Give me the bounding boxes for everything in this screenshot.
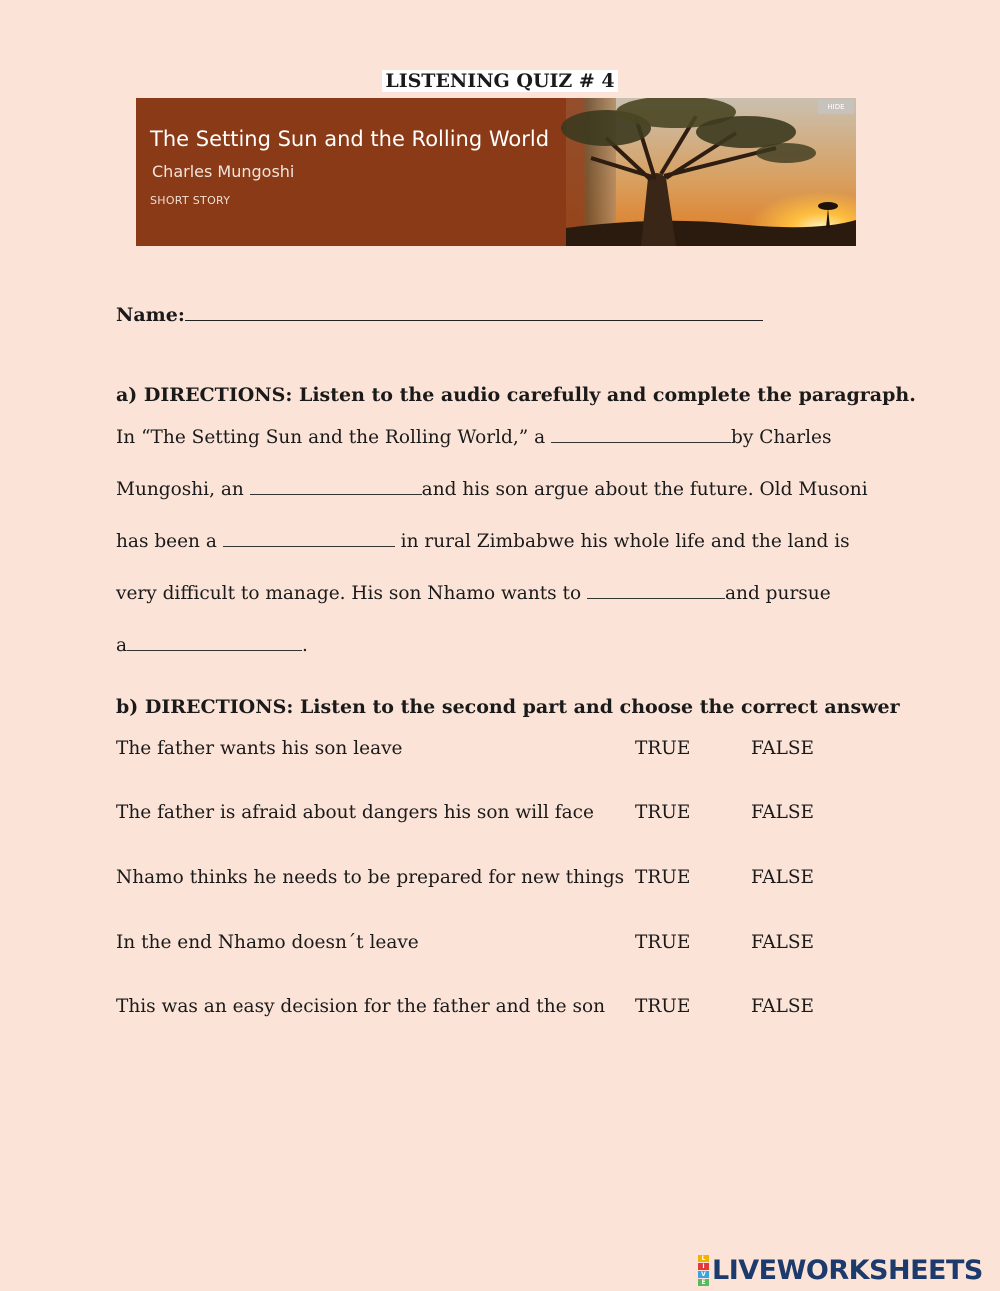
story-author: Charles Mungoshi [152,162,295,181]
false-option[interactable]: FALSE [751,802,815,823]
hide-button[interactable]: HIDE [818,100,854,114]
true-option[interactable]: TRUE [635,932,691,953]
false-option[interactable]: FALSE [751,996,815,1017]
story-title: The Setting Sun and the Rolling World [150,127,550,151]
true-option[interactable]: TRUE [635,802,691,823]
page-title [0,70,1000,92]
line-text: and his son argue about the future. Old Musoni [421,479,868,500]
story-banner [136,98,856,246]
true-false-row [116,738,876,764]
statement-text: Nhamo thinks he needs to be prepared for new things [116,867,625,888]
statement-text: This was an easy decision for the father and the son [116,996,606,1017]
blank-2[interactable] [250,478,422,495]
statement-text: The father wants his son leave [116,738,403,759]
paragraph-line [116,582,831,604]
true-false-row [116,802,876,828]
true-false-row [116,867,876,893]
blank-3[interactable] [223,530,395,547]
true-false-row [116,932,876,958]
line-text: and pursue [725,583,831,604]
page-title-text: LISTENING QUIZ # 4 [382,70,617,92]
paragraph-line [116,634,308,656]
true-option[interactable]: TRUE [635,996,691,1017]
section-a-heading: a) DIRECTIONS: Listen to the audio carefully and complete the paragraph. [116,384,916,406]
false-option[interactable]: FALSE [751,738,815,759]
paragraph-line [116,478,868,500]
line-text: in rural Zimbabwe his whole life and the land is [394,531,850,552]
name-input-line[interactable] [185,302,763,321]
line-text: very difficult to manage. His son Nhamo wants to [116,583,588,604]
liveworksheets-logo [698,1255,983,1285]
logo-block: E [698,1279,709,1286]
name-row [116,302,763,326]
true-false-row [116,996,876,1022]
statement-text: In the end Nhamo doesn´t leave [116,932,419,953]
line-text: a [116,635,128,656]
true-option[interactable]: TRUE [635,867,691,888]
logo-icon [698,1255,709,1286]
line-text: In “The Setting Sun and the Rolling World,” a [116,427,552,448]
statement-text: The father is afraid about dangers his son will face [116,802,594,823]
blank-5[interactable] [127,634,302,651]
paragraph-line [116,530,850,552]
true-option[interactable]: TRUE [635,738,691,759]
false-option[interactable]: FALSE [751,867,815,888]
false-option[interactable]: FALSE [751,932,815,953]
line-text: . [302,635,308,656]
section-b-heading: b) DIRECTIONS: Listen to the second part and choose the correct answer [116,696,900,718]
blank-1[interactable] [551,426,731,443]
name-label: Name: [116,304,185,326]
story-kind: SHORT STORY [150,194,231,207]
line-text: Mungoshi, an [116,479,250,500]
line-text: by Charles [731,427,832,448]
line-text: has been a [116,531,223,552]
paragraph-line [116,426,832,448]
logo-text: LIVEWORKSHEETS [712,1254,983,1286]
logo-block: I [698,1263,709,1270]
logo-block: L [698,1255,709,1262]
blank-4[interactable] [587,582,725,599]
logo-block: V [698,1271,709,1278]
